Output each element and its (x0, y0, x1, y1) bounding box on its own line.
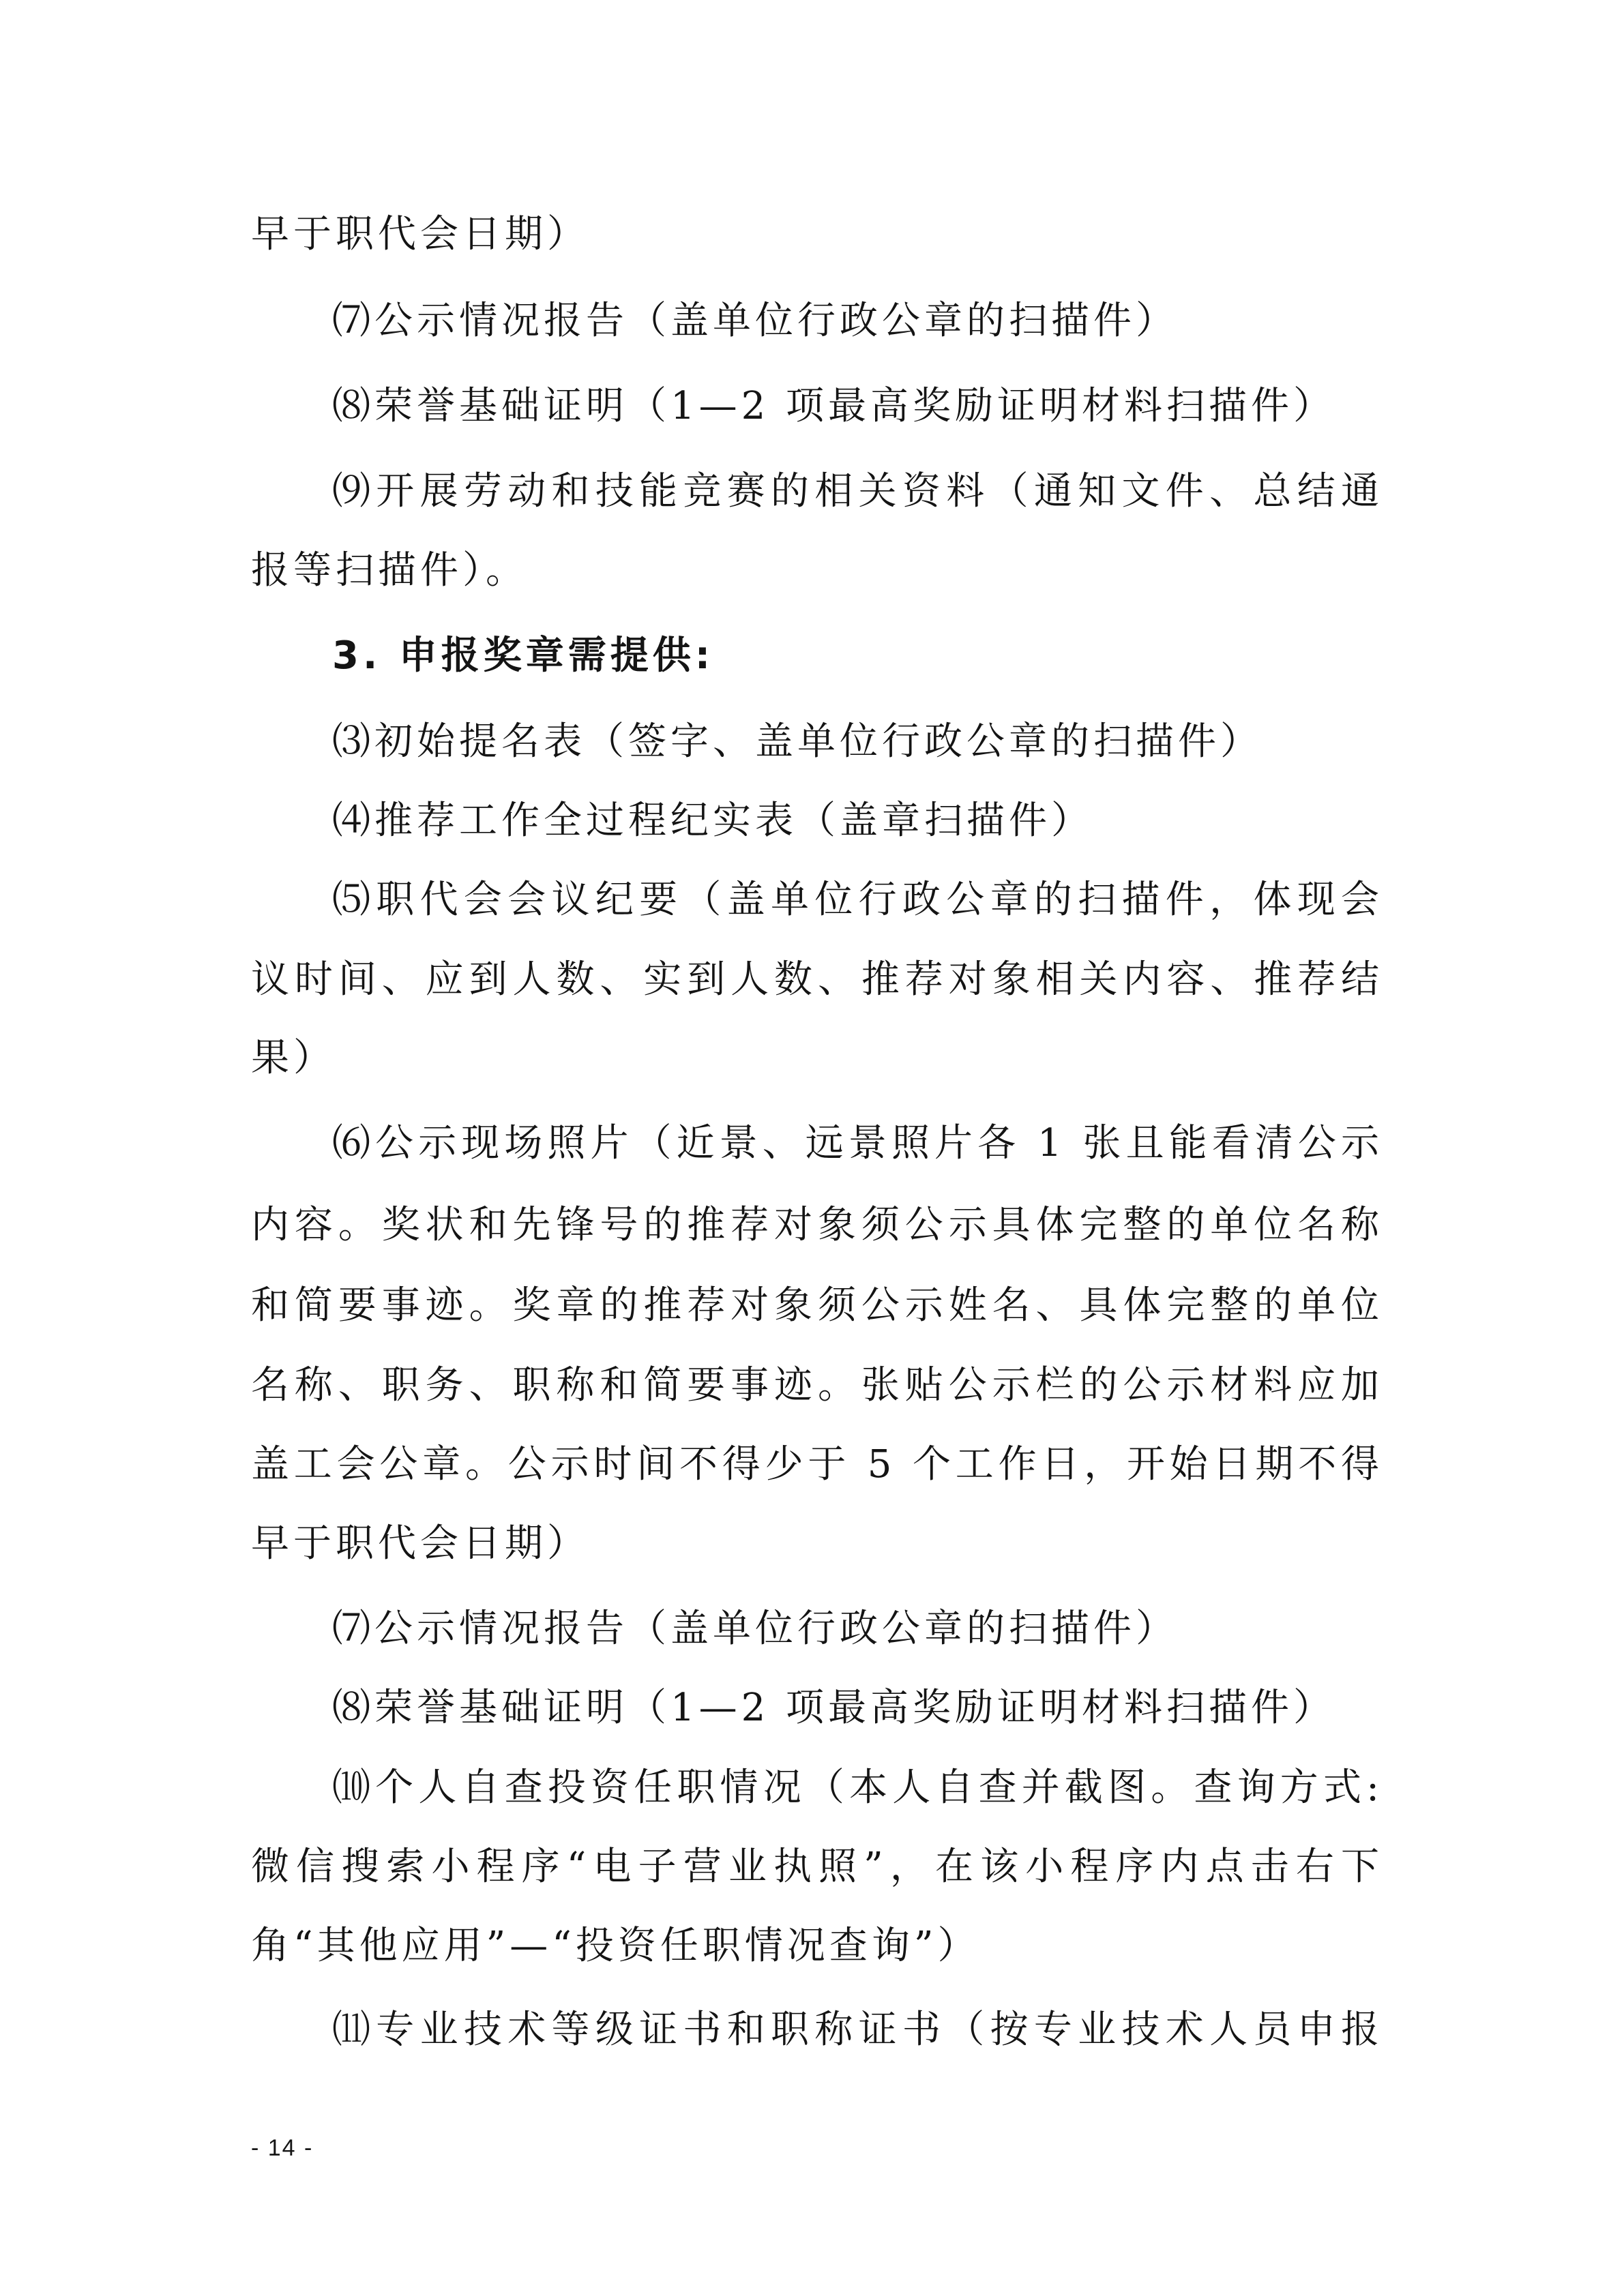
text-line: ⑾专业技术等级证书和职称证书（按专业技术人员申报 (332, 2008, 1383, 2052)
text-line: 内容。奖状和先锋号的推荐对象须公示具体完整的单位名称 (251, 1203, 1383, 1247)
text-line: ⑸职代会会议纪要（盖单位行政公章的扫描件，体现会 (332, 878, 1383, 922)
section-heading: 3. 申报奖章需提供: (332, 633, 715, 678)
text-line: 微信搜索小程序“电子营业执照”，在该小程序内点击右下 (251, 1845, 1383, 1889)
text-line: 角“其他应用”—“投资任职情况查询”） (251, 1924, 980, 1968)
text-line: ⑹公示现场照片（近景、远景照片各 1 张且能看清公示 (332, 1121, 1383, 1165)
text-line: ⑷推荐工作全过程纪实表（盖章扫描件） (332, 799, 1093, 843)
page-number: - 14 - (251, 2135, 314, 2161)
text-line: ⑻荣誉基础证明（1—2 项最高奖励证明材料扫描件） (332, 384, 1336, 428)
text-line: ⑺公示情况报告（盖单位行政公章的扫描件） (332, 1607, 1178, 1651)
text-line: ⑼开展劳动和技能竞赛的相关资料（通知文件、总结通 (332, 469, 1383, 513)
text-line: 盖工会公章。公示时间不得少于 5 个工作日，开始日期不得 (251, 1442, 1383, 1487)
text-line: 报等扫描件）。 (251, 548, 528, 593)
text-line: 和简要事迹。奖章的推荐对象须公示姓名、具体完整的单位 (251, 1283, 1383, 1328)
text-line: ⑺公示情况报告（盖单位行政公章的扫描件） (332, 299, 1178, 343)
text-line: ⑶初始提名表（签字、盖单位行政公章的扫描件） (332, 719, 1263, 764)
text-line: 果） (251, 1036, 336, 1080)
text-line: 名称、职务、职称和简要事迹。张贴公示栏的公示材料应加 (251, 1363, 1383, 1407)
text-line: 早于职代会日期） (251, 1521, 589, 1566)
text-line: ⑽个人自查投资任职情况（本人自查并截图。查询方式: (332, 1765, 1383, 1810)
text-line: 议时间、应到人数、实到人数、推荐对象相关内容、推荐结 (251, 957, 1383, 1002)
text-line: 早于职代会日期） (251, 212, 589, 256)
text-line: ⑻荣誉基础证明（1—2 项最高奖励证明材料扫描件） (332, 1686, 1336, 1730)
